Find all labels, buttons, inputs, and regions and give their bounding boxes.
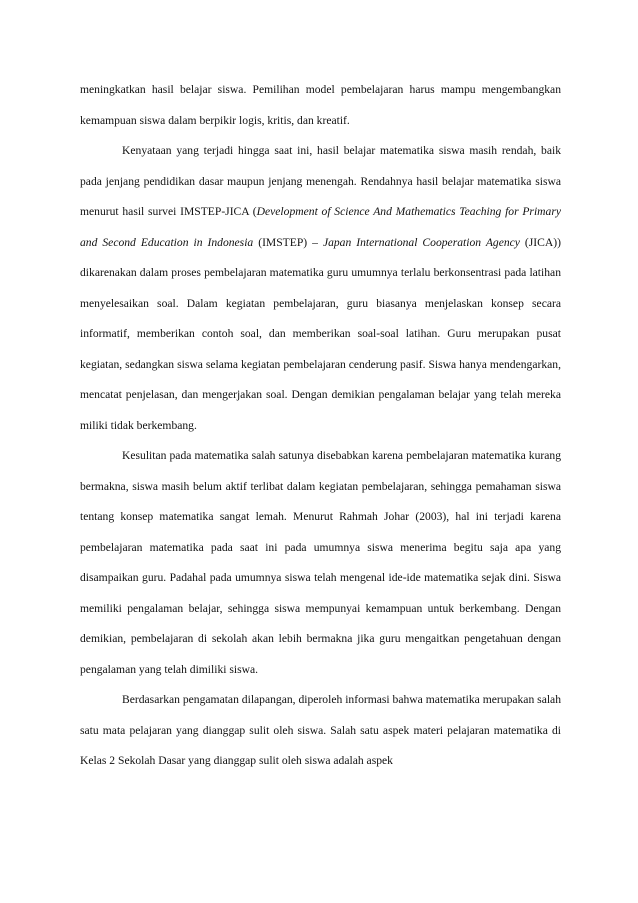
paragraph-3-text: Kesulitan pada matematika salah satunya disebabkan karena pembelajaran matematika kurang bermakna, siswa masih belum aktif terlibat dalam kegiatan pembelajaran, sehingga pemahaman siswa tentang konsep matematika sangat lemah. Menurut Rahmah Johar (2003), hal ini terjadi karena pembelajaran matematika pada saat ini pada umumnya siswa menerima begitu saja apa yang disampaikan guru. Padahal pada umumnya siswa telah mengenal ide-ide matematika sejak dini. Siswa memiliki pengalaman belajar, sehingga siswa mempunyai kemampuan untuk berkembang. Dengan demikian, pembelajaran di sekolah akan lebih bermakna jika guru mengaitkan pengetahuan dengan pengalaman yang telah dimiliki siswa. [80, 449, 561, 676]
paragraph-3 [80, 441, 561, 685]
paragraph-2-text-b: (IMSTEP) – [253, 235, 323, 249]
paragraph-2-text-a: Kenyataan yang terjadi hingga saat ini, hasil belajar matematika siswa masih rendah, baik pada jenjang pendidikan dasar maupun jenjang menengah. Rendahnya hasil belajar matematika siswa menurut hasil survei IMSTEP-JICA ( [80, 144, 561, 218]
paragraph-2-italic-imstep: Development of Science And Mathematics Teaching for Primary and Second Education in Indonesia [80, 205, 561, 249]
document-page [80, 75, 561, 777]
paragraph-1 [80, 75, 561, 136]
paragraph-2 [80, 136, 561, 441]
paragraph-4-text: Berdasarkan pengamatan dilapangan, diperoleh informasi bahwa matematika merupakan salah satu mata pelajaran yang dianggap sulit oleh siswa. Salah satu aspek materi pelajaran matematika di Kelas 2 Sekolah Dasar yang dianggap sulit oleh siswa adalah aspek [80, 693, 561, 767]
paragraph-2-text-c: (JICA)) dikarenakan dalam proses pembelajaran matematika guru umumnya terlalu berkonsentrasi pada latihan menyelesaikan soal. Dalam kegiatan pembelajaran, guru biasanya menjelaskan konsep secara informatif, memberikan contoh soal, dan memberikan soal-soal latihan. Guru merupakan pusat kegiatan, sedangkan siswa selama kegiatan pembelajaran cenderung pasif. Siswa hanya mendengarkan, mencatat penjelasan, dan mengerjakan soal. Dengan demikian pengalaman belajar yang telah mereka miliki tidak berkembang. [80, 235, 561, 432]
paragraph-1-text: meningkatkan hasil belajar siswa. Pemilihan model pembelajaran harus mampu mengembangkan kemampuan siswa dalam berpikir logis, kritis, dan kreatif. [80, 83, 561, 127]
paragraph-4 [80, 685, 561, 777]
paragraph-2-italic-jica: Japan International Cooperation Agency [322, 235, 520, 249]
